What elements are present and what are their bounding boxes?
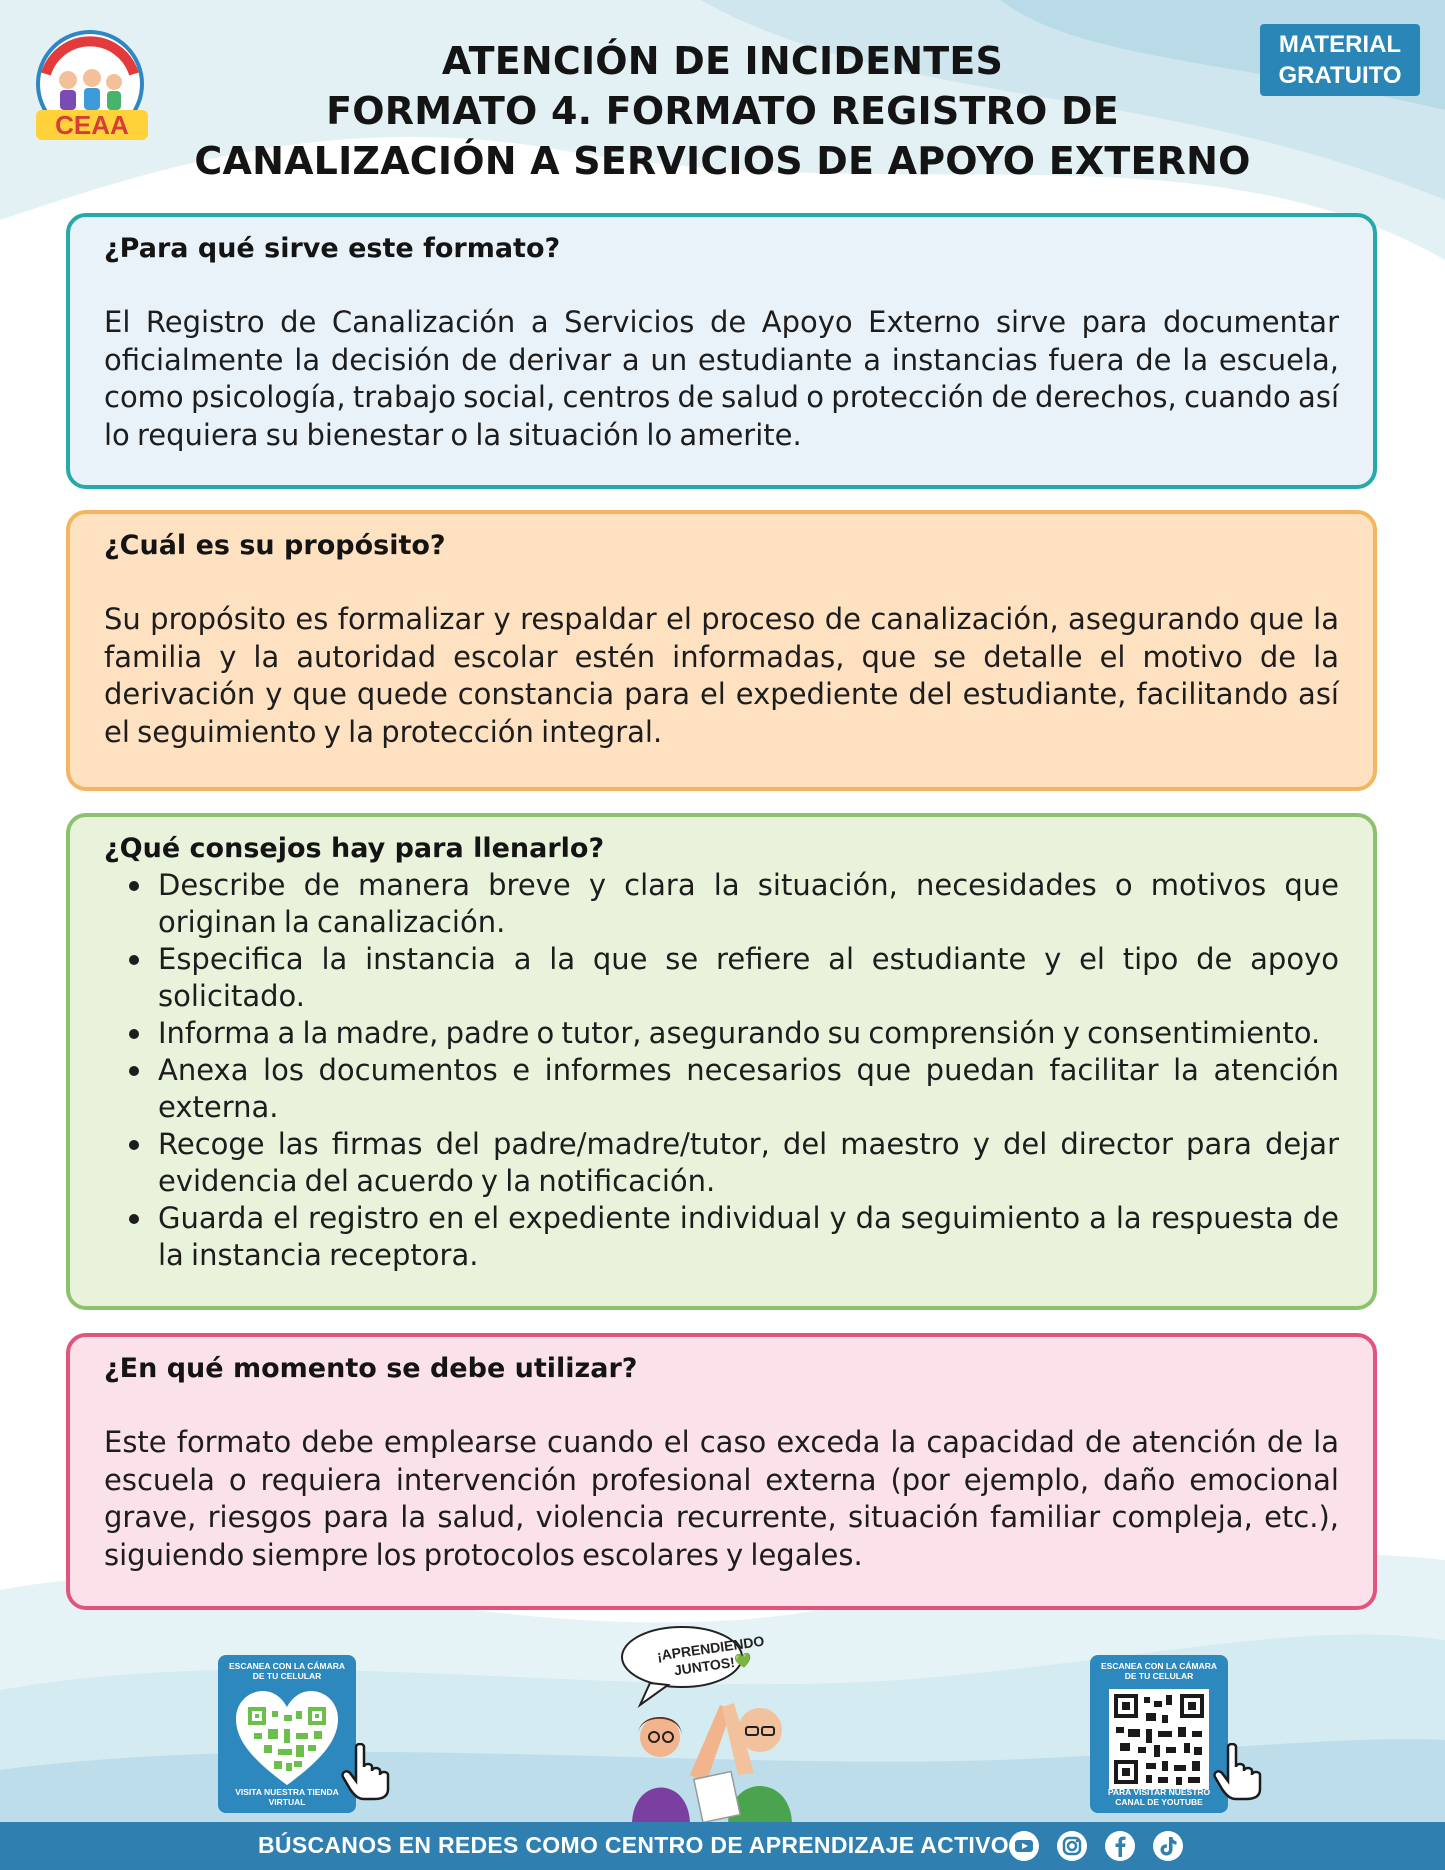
qr-code-icon — [1106, 1689, 1212, 1789]
page-title — [140, 36, 1305, 186]
section-heading: ¿Cuál es su propósito? — [104, 530, 446, 561]
list-item: Anexa los documentos e informes necesarios que puedan facilitar la atención externa. — [104, 1052, 1339, 1126]
title-line-3: CANALIZACIÓN A SERVICIOS DE APOYO EXTERNO — [194, 139, 1251, 183]
section-heading: ¿En qué momento se debe utilizar? — [104, 1353, 638, 1384]
list-item: Guarda el registro en el expediente individual y da seguimiento a la respuesta de la instancia receptora. — [104, 1200, 1339, 1274]
title-line-2: FORMATO 4. FORMATO REGISTRO DE — [326, 89, 1119, 133]
section-heading: ¿Qué consejos hay para llenarlo? — [104, 833, 605, 864]
speech-bubble-text: ¡APRENDIENDO JUNTOS!💚 — [655, 1632, 766, 1679]
section-body: Este formato debe emplearse cuando el caso exceda la capacidad de atención de la escuela o requiera intervención profesional externa (por ejemplo, daño emocional grave, riesgos para la salud, violencia recurrente, situación familiar compleja, etc.), siguiendo siempre los protocolos escolares y legales. — [104, 1425, 1339, 1572]
tiktok-icon[interactable] — [1152, 1830, 1184, 1862]
section-tips — [66, 813, 1377, 1310]
qr-bottom-text: PARA VISITAR NUESTRO CANAL DE YOUTUBE — [1107, 1787, 1211, 1807]
list-item: Informa a la madre, padre o tutor, asegurando su comprensión y consentimiento. — [104, 1015, 1339, 1052]
store-qr-code[interactable] — [218, 1655, 356, 1813]
footer-text: BÚSCANOS EN REDES COMO CENTRO DE APRENDIZAJE ACTIVO — [258, 1832, 1009, 1858]
section-body: El Registro de Canalización a Servicios de Apoyo Externo sirve para documentar oficialmente la decisión de derivar a un estudiante a instancias fuera de la escuela, como psicología, trabajo social, centros de salud o protección de derechos, cuando así lo requiera su bienestar o la situación lo amerite. — [104, 305, 1339, 452]
heart-qr-icon — [234, 1689, 340, 1789]
list-item: Describe de manera breve y clara la situación, necesidades o motivos que originan la canalización. — [104, 867, 1339, 941]
section-purpose-of-format — [66, 213, 1377, 489]
ceaa-logo — [28, 28, 156, 146]
footer-bar — [0, 1822, 1445, 1870]
list-item: Recoge las firmas del padre/madre/tutor, del maestro y del director para dejar evidencia del acuerdo y la notificación. — [104, 1126, 1339, 1200]
logo-text: CEAA — [55, 110, 129, 140]
qr-top-text: ESCANEA CON LA CÁMARA DE TU CELULAR — [228, 1661, 345, 1681]
facebook-icon[interactable] — [1104, 1830, 1136, 1862]
badge-line-2: GRATUITO — [1278, 62, 1402, 89]
youtube-qr-code[interactable] — [1090, 1655, 1228, 1813]
title-line-1: ATENCIÓN DE INCIDENTES — [441, 39, 1004, 83]
section-when-to-use — [66, 1333, 1377, 1610]
pointer-hand-icon — [1212, 1743, 1264, 1801]
qr-bottom-text: VISITA NUESTRA TIENDA VIRTUAL — [235, 1787, 339, 1807]
qr-top-text: ESCANEA CON LA CÁMARA DE TU CELULAR — [1100, 1661, 1217, 1681]
list-item: Especifica la instancia a la que se refiere al estudiante y el tipo de apoyo solicitado. — [104, 941, 1339, 1015]
section-heading: ¿Para qué sirve este formato? — [104, 233, 561, 264]
youtube-icon[interactable] — [1008, 1830, 1040, 1862]
instagram-icon[interactable] — [1056, 1830, 1088, 1862]
pointer-hand-icon — [340, 1743, 392, 1801]
section-body: Su propósito es formalizar y respaldar el proceso de canalización, asegurando que la familia y la autoridad escolar estén informadas, que se detalle el motivo de la derivación y que quede constancia para el expediente del estudiante, facilitando así el seguimiento y la protección integral. — [104, 602, 1339, 749]
tips-list — [104, 867, 1339, 1274]
section-goal — [66, 510, 1377, 791]
badge-line-1: MATERIAL — [1278, 31, 1402, 58]
free-material-badge — [1260, 24, 1420, 96]
